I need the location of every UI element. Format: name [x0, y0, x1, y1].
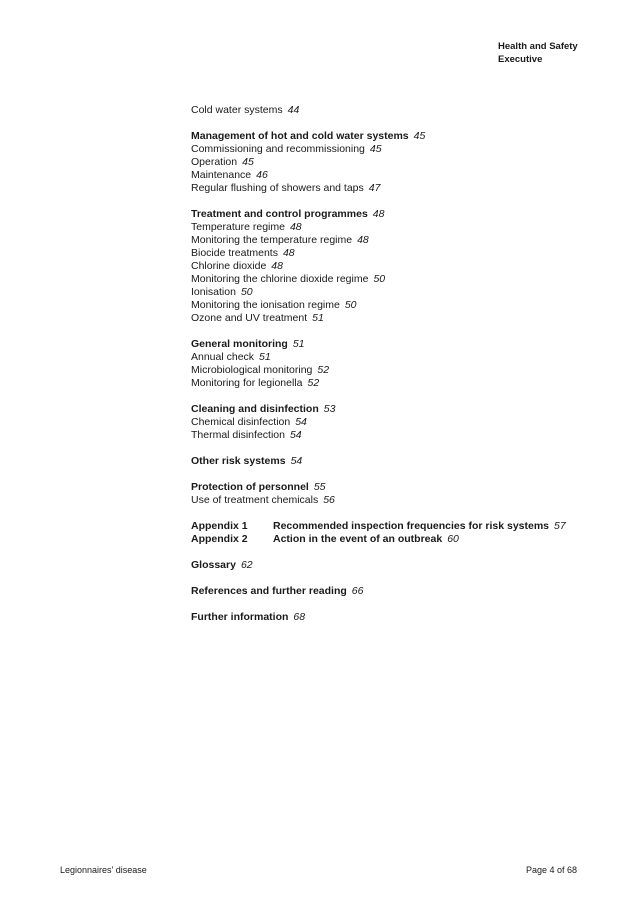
toc-group-references	[191, 585, 611, 598]
toc-heading-page: 48	[372, 208, 385, 220]
toc-entry-title: Monitoring the chlorine dioxide regime	[191, 273, 369, 285]
toc-heading-title: Treatment and control programmes	[191, 208, 368, 220]
toc-entry[interactable]	[191, 156, 611, 169]
appendix-page: 57	[554, 520, 566, 532]
toc-heading-title: Cleaning and disinfection	[191, 403, 319, 415]
toc-heading-title: Further information	[191, 611, 289, 623]
appendix-label: Appendix 2	[191, 533, 248, 545]
toc-entry-title: Commissioning and recommissioning	[191, 143, 365, 155]
toc-entry[interactable]	[191, 494, 611, 507]
toc-entry-title: Microbiological monitoring	[191, 364, 313, 376]
toc-entry[interactable]	[191, 143, 611, 156]
toc-entry-page: 51	[312, 312, 324, 324]
toc-entry[interactable]	[191, 247, 611, 260]
toc-entry-page: 46	[256, 169, 268, 181]
toc-heading-page: 45	[413, 130, 426, 142]
toc-entry-page: 44	[287, 104, 300, 116]
toc-entry-page: 48	[282, 247, 295, 259]
toc-heading[interactable]	[191, 481, 611, 494]
toc-group-protection	[191, 481, 611, 507]
toc-entry-title: Ozone and UV treatment	[191, 312, 308, 324]
appendix-title: Action in the event of an outbreak	[273, 533, 443, 545]
toc-heading-title: Protection of personnel	[191, 481, 309, 493]
toc-group-treatment	[191, 208, 611, 325]
toc-entry-page: 52	[307, 377, 320, 389]
toc-entry-title: Chemical disinfection	[191, 416, 291, 428]
toc-entry-title: Use of treatment chemicals	[191, 494, 319, 506]
toc-heading[interactable]	[191, 130, 611, 143]
toc-entry-page: 50	[344, 299, 357, 311]
appendix-label: Appendix 1	[191, 520, 248, 532]
toc-heading-title: Glossary	[191, 559, 236, 571]
toc-entry[interactable]	[191, 377, 611, 390]
toc-heading-title: Management of hot and cold water systems	[191, 130, 409, 142]
organisation-name	[498, 40, 578, 66]
toc-entry-page: 50	[240, 286, 253, 298]
toc-entry-page: 48	[289, 221, 302, 233]
toc-entry[interactable]	[191, 234, 611, 247]
toc-heading-page: 68	[293, 611, 306, 623]
toc-heading[interactable]	[191, 208, 611, 221]
toc-entry[interactable]	[191, 351, 611, 364]
toc-entry-title: Thermal disinfection	[191, 429, 285, 441]
toc-entry-page: 50	[373, 273, 386, 285]
toc-heading-page: 66	[351, 585, 364, 597]
toc-heading[interactable]	[191, 559, 611, 572]
toc-heading-title: Other risk systems	[191, 455, 286, 467]
toc-entry-page: 51	[259, 351, 271, 363]
toc-entry[interactable]	[191, 286, 611, 299]
toc-entry-page: 56	[323, 494, 335, 506]
toc-heading-title: General monitoring	[191, 338, 288, 350]
toc-heading-page: 54	[290, 455, 303, 467]
toc-entry-title: Chlorine dioxide	[191, 260, 267, 272]
toc-group-other-risk	[191, 455, 611, 468]
toc-entry[interactable]	[191, 104, 611, 117]
appendix-page: 60	[447, 533, 459, 545]
footer-document-title: Legionnaires' disease	[60, 865, 147, 875]
toc-entry-title: Regular flushing of showers and taps	[191, 182, 364, 194]
toc-heading-title: References and further reading	[191, 585, 347, 597]
toc-entry-page: 47	[368, 182, 381, 194]
toc-heading-page: 55	[313, 481, 326, 493]
toc-entry-page: 45	[369, 143, 382, 155]
toc-heading-page: 51	[292, 338, 305, 350]
toc-entry[interactable]	[191, 364, 611, 377]
toc-entry[interactable]	[191, 299, 611, 312]
toc-heading[interactable]	[191, 611, 611, 624]
toc-group-further-info	[191, 611, 611, 624]
toc-heading[interactable]	[191, 338, 611, 351]
toc-entry-title: Biocide treatments	[191, 247, 278, 259]
toc-entry-page: 54	[295, 416, 307, 428]
toc-entry-page: 54	[289, 429, 302, 441]
toc-entry-page: 48	[271, 260, 283, 272]
toc-entry-title: Monitoring the temperature regime	[191, 234, 353, 246]
toc-group-cleaning	[191, 403, 611, 442]
toc-group-monitoring	[191, 338, 611, 390]
toc-entry[interactable]	[191, 416, 611, 429]
toc-heading[interactable]	[191, 585, 611, 598]
toc-entry-title: Ionisation	[191, 286, 236, 298]
toc-entry-title: Cold water systems	[191, 104, 283, 116]
toc-entry[interactable]	[191, 260, 611, 273]
toc-entry-page: 48	[357, 234, 369, 246]
toc-entry-title: Maintenance	[191, 169, 252, 181]
toc-heading[interactable]	[191, 455, 611, 468]
org-line-1: Health and Safety	[498, 41, 578, 52]
toc-entry[interactable]	[191, 312, 611, 325]
toc-group-glossary	[191, 559, 611, 572]
footer-page-indicator: Page 4 of 68	[526, 865, 578, 875]
toc-entry[interactable]	[191, 221, 611, 234]
toc-group-appendices	[191, 520, 611, 546]
toc-entry-page: 45	[242, 156, 254, 168]
toc-entry[interactable]	[191, 273, 611, 286]
toc-entry[interactable]	[191, 169, 611, 182]
toc-entry-page: 52	[317, 364, 330, 376]
toc-heading-page: 62	[240, 559, 253, 571]
toc-entry-title: Annual check	[191, 351, 255, 363]
toc-entry-title: Operation	[191, 156, 238, 168]
toc-entry-title: Monitoring the ionisation regime	[191, 299, 340, 311]
toc-group-intro	[191, 104, 611, 117]
table-of-contents	[191, 104, 611, 637]
toc-heading-page: 53	[323, 403, 336, 415]
toc-entry[interactable]	[191, 182, 611, 195]
toc-group-management	[191, 130, 611, 195]
toc-entry-title: Monitoring for legionella	[191, 377, 303, 389]
toc-appendix-entry[interactable]	[191, 520, 611, 533]
appendix-title: Recommended inspection frequencies for risk systems	[273, 520, 550, 532]
org-line-2: Executive	[498, 54, 543, 65]
toc-heading[interactable]	[191, 403, 611, 416]
toc-appendix-entry[interactable]	[191, 533, 611, 546]
toc-entry-title: Temperature regime	[191, 221, 285, 233]
toc-entry[interactable]	[191, 429, 611, 442]
